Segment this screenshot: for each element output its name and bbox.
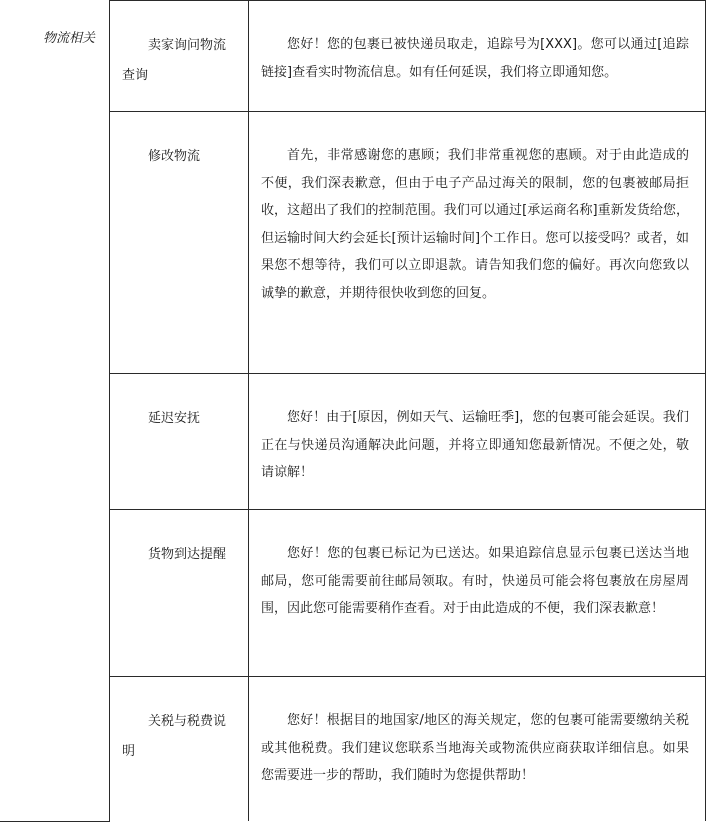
topic-label: 修改物流: [148, 149, 201, 164]
topic-cell: [110, 1, 249, 112]
topic-label: 卖家询问物流查询: [122, 38, 227, 83]
topic-label: 关税与税费说明: [122, 714, 227, 759]
table-row: [0, 1, 706, 112]
reply-cell: [249, 1, 706, 112]
reply-text: 您好！由于[原因，例如天气、运输旺季]，您的包裹可能会延误。我们正在与快递员沟通解决此问题，并将立即通知您最新情况。不便之处，敬请谅解！: [261, 410, 689, 480]
topic-label: 货物到达提醒: [148, 547, 227, 562]
reply-text: 您好！您的包裹已标记为已送达。如果追踪信息显示包裹已送达当地邮局，您可能需要前往邮局领取。有时，快递员可能会将包裹放在房屋周围，因此您可能需要稍作查看。对于由此造成的不便，我们深表歉意！: [261, 546, 689, 616]
category-cell: [0, 1, 110, 822]
reply-text: 首先，非常感谢您的惠顾；我们非常重视您的惠顾。对于由此造成的不便，我们深表歉意，但由于电子产品过海关的限制，您的包裹被邮局拒收，这超出了我们的控制范围。我们可以通过[承运商名称]重新发货给您，但运输时间大约会延长[预计运输时间]个工作日。您可以接受吗？或者，如果您不想等待，我们可以立即退款。请告知我们您的偏好。再次向您致以诚挚的歉意，并期待很快收到您的回复。: [261, 148, 689, 301]
category-label: 物流相关: [43, 30, 96, 46]
reply-cell: [249, 112, 706, 374]
topic-cell: [110, 677, 249, 822]
reply-cell: [249, 510, 706, 677]
reply-text: 您好！根据目的地国家/地区的海关规定，您的包裹可能需要缴纳关税或其他税费。我们建议您联系当地海关或物流供应商获取详细信息。如果您需要进一步的帮助，我们随时为您提供帮助！: [261, 713, 689, 783]
topic-label: 延迟安抚: [148, 411, 201, 426]
topic-cell: [110, 112, 249, 374]
reply-cell: [249, 677, 706, 822]
topic-cell: [110, 510, 249, 677]
topic-cell: [110, 374, 249, 510]
reply-cell: [249, 374, 706, 510]
reply-text: 您好！您的包裹已被快递员取走，追踪号为[XXX]。您可以通过[追踪链接]查看实时物流信息。如有任何延误，我们将立即通知您。: [261, 37, 689, 80]
